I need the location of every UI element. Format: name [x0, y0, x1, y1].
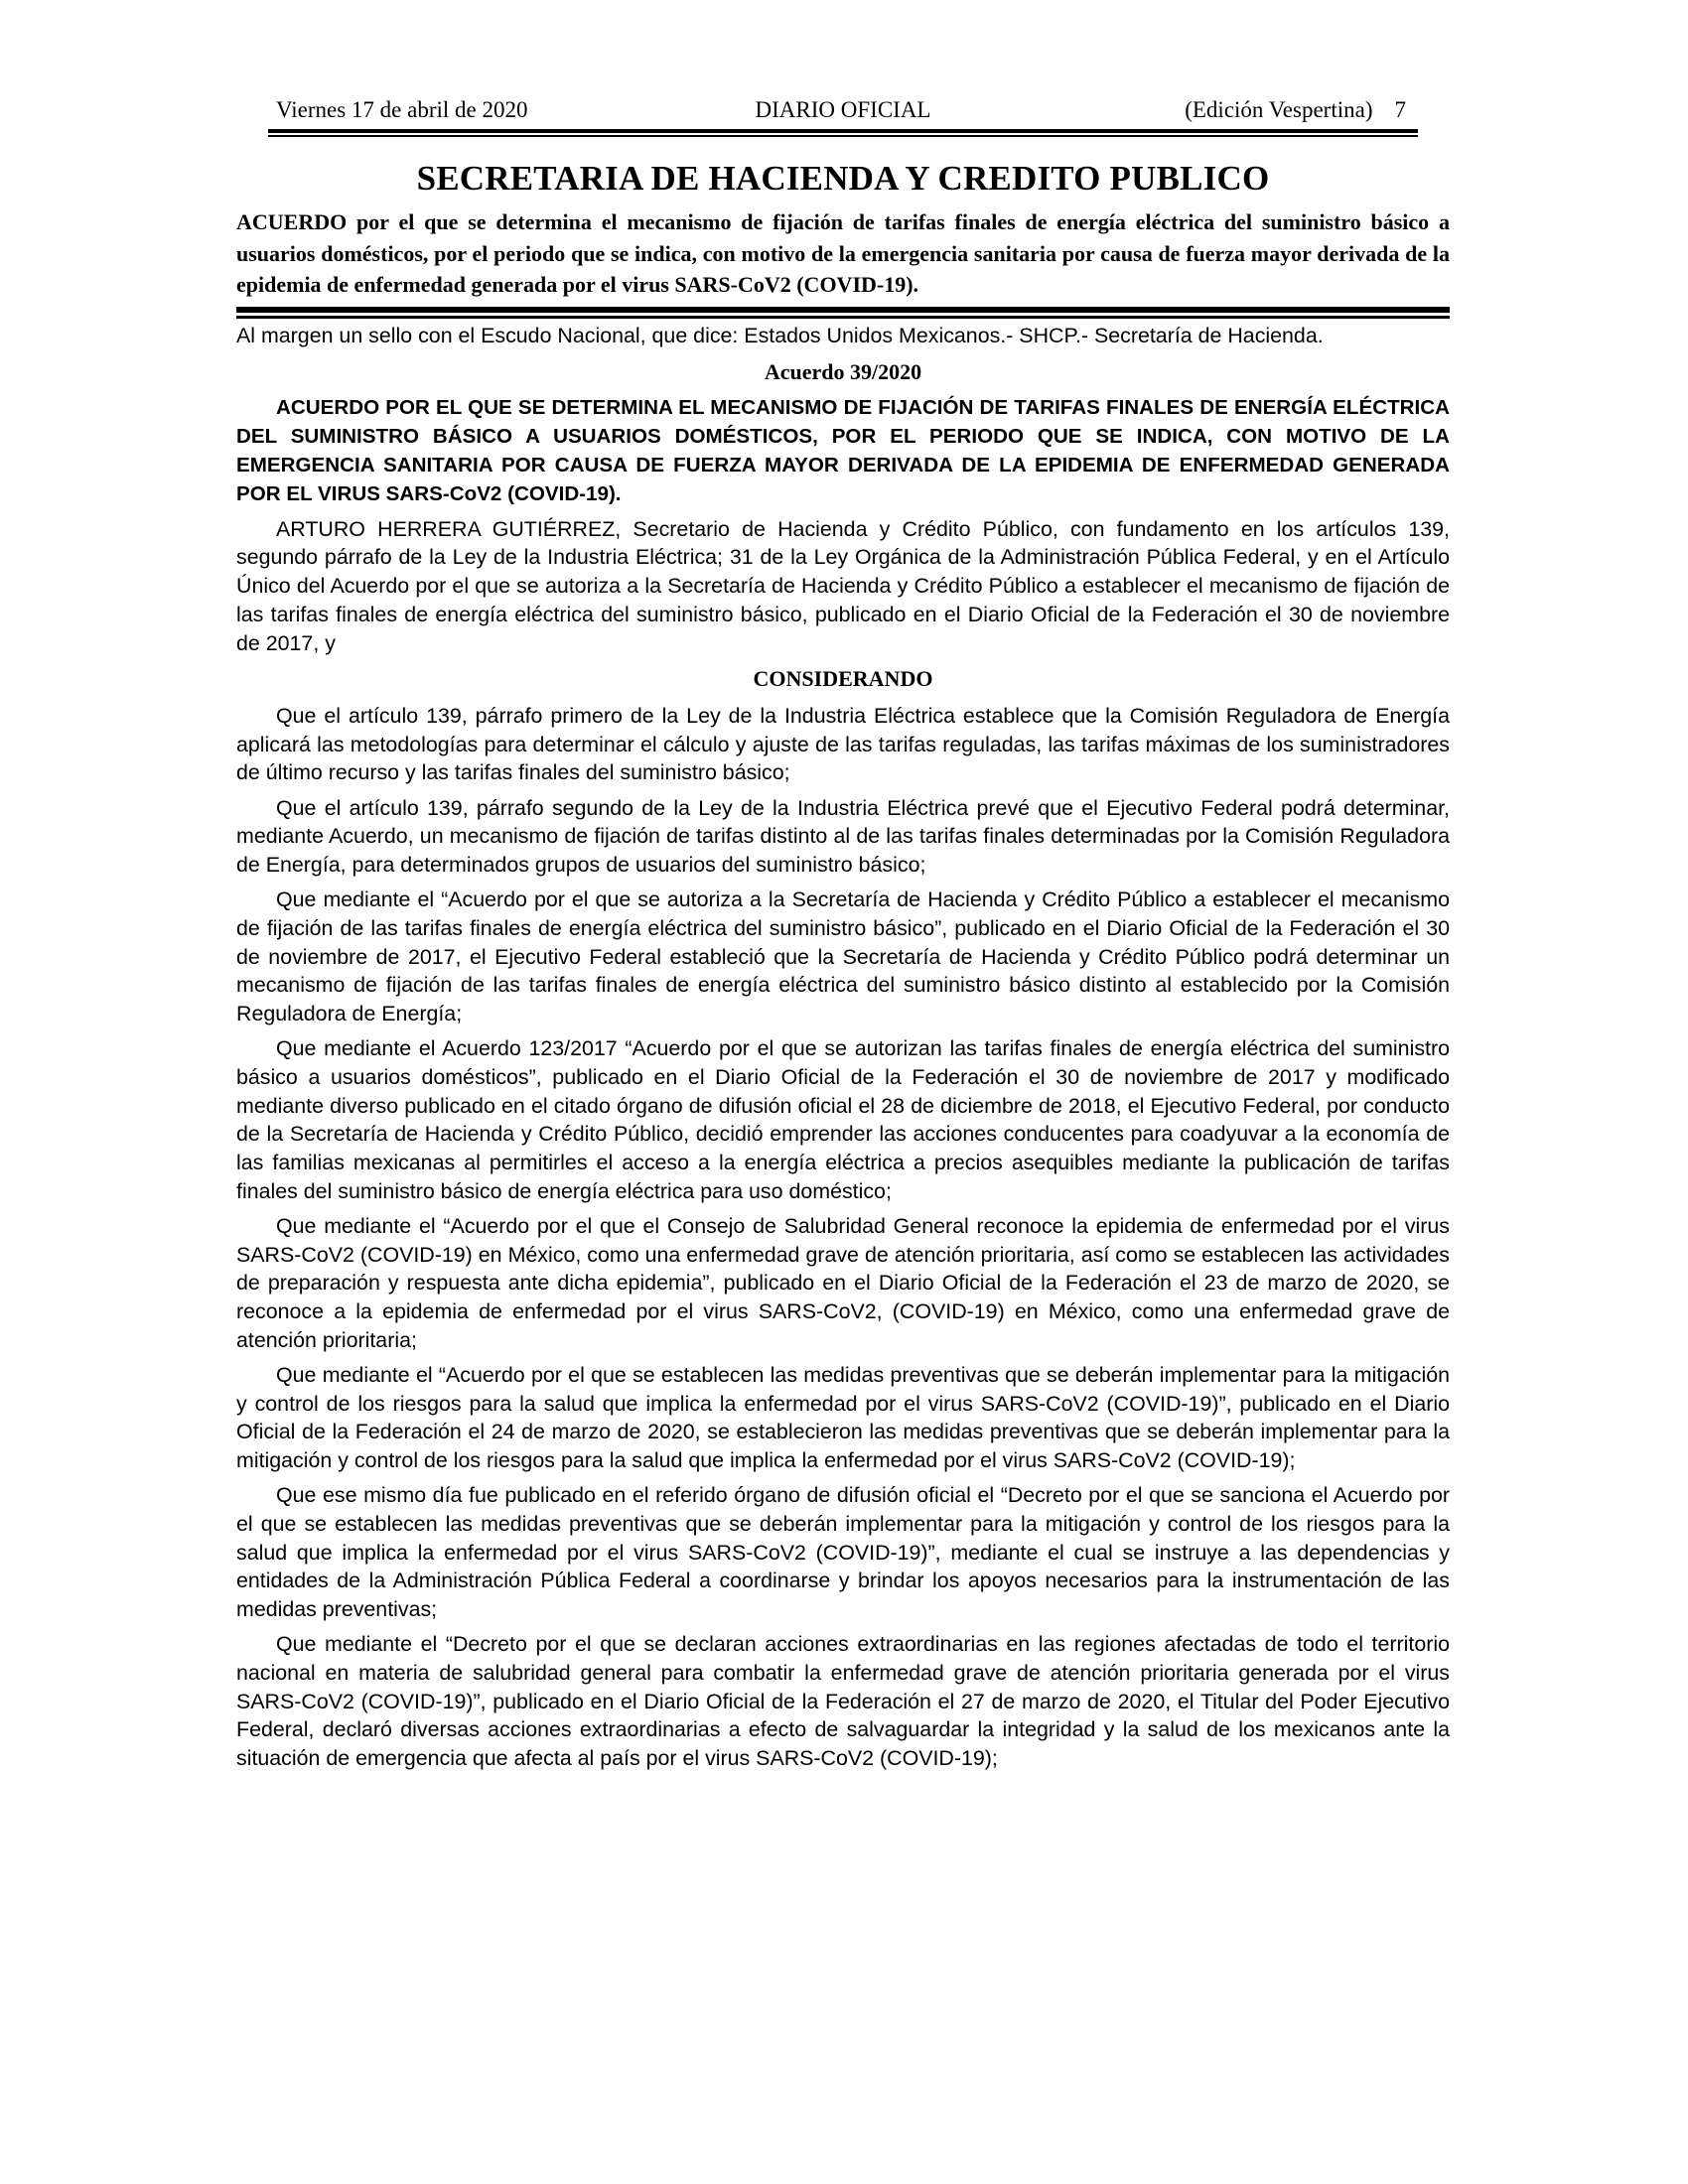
considerando-paragraph: Que mediante el “Acuerdo por el que se establecen las medidas preventivas que se deberán implementar para la mitigación y control de los riesgos para la salud que implica la enfermedad por el virus SARS-CoV2 (COVID-19)”, publicado en el Diario Oficial de la Federación el 24 de marzo de 2020, se establecieron las medidas preventivas que se deberán implementar para la mitigación y control de los riesgos para la salud que implica la enfermedad por el virus SARS-CoV2 (COVID-19); — [236, 1362, 1450, 1473]
document-body — [236, 322, 1450, 1779]
department-title: SECRETARIA DE HACIENDA Y CREDITO PUBLICO — [416, 159, 1270, 198]
header-publication: DIARIO OFICIAL — [755, 97, 931, 122]
preamble: ARTURO HERRERA GUTIÉRREZ, Secretario de Hacienda y Crédito Público, con fundamento en los artículos 139, segundo párrafo de la Ley de la Industria Eléctrica; 31 de la Ley Orgánica de la Administración Pública Federal, y en el Artículo Único del Acuerdo por el que se autoriza a la Secretaría de Hacienda y Crédito Público a establecer el mecanismo de fijación de las tarifas finales de energía eléctrica del suministro básico, publicado en el Diario Oficial de la Federación el 30 de noviembre de 2017, y — [236, 516, 1450, 655]
considerando-paragraph: Que mediante el “Acuerdo por el que el Consejo de Salubridad General reconoce la epidemia de enfermedad por el virus SARS-CoV2 (COVID-19) en México, como una enfermedad grave de atención prioritaria, así como se establecen las actividades de preparación y respuesta ante dicha epidemia”, publicado en el Diario Oficial de la Federación el 23 de marzo de 2020, se reconoce a la epidemia de enfermedad por el virus SARS-CoV2, (COVID-19) en México, como una enfermedad grave de atención prioritaria; — [236, 1213, 1450, 1352]
seal-note: Al margen un sello con el Escudo Nacional, que dice: Estados Unidos Mexicanos.- SHCP.- Secretaría de Hacienda. — [236, 324, 1324, 347]
page-number: 7 — [1394, 97, 1406, 122]
considerando-paragraph: Que el artículo 139, párrafo primero de la Ley de la Industria Eléctrica establece que la Comisión Reguladora de Energía aplicará las metodologías para determinar el cálculo y ajuste de las tarifas reguladas, las tarifas máximas de los suministradores de último recurso y las tarifas finales del suministro básico; — [236, 703, 1450, 785]
running-header — [268, 95, 1418, 125]
agreement-number: Acuerdo 39/2020 — [764, 358, 922, 384]
considerando-paragraph: Que mediante el “Acuerdo por el que se autoriza a la Secretaría de Hacienda y Crédito Público a establecer el mecanismo de fijación de las tarifas finales de energía eléctrica del suministro básico”, publicado en el Diario Oficial de la Federación el 30 de noviembre de 2017, el Ejecutivo Federal estableció que la Secretaría de Hacienda y Crédito Público podrá determinar un mecanismo de fijación de las tarifas finales de energía eléctrica del suministro básico distinto al establecido por la Comisión Reguladora de Energía; — [236, 887, 1450, 1025]
considerando-paragraph: Que mediante el “Decreto por el que se declaran acciones extraordinarias en las regiones afectadas de todo el territorio nacional en materia de salubridad general para combatir la enfermedad grave de atención prioritaria generada por el virus SARS-CoV2 (COVID-19)”, publicado en el Diario Oficial de la Federación el 27 de marzo de 2020, el Titular del Poder Ejecutivo Federal, declaró diversas acciones extraordinarias a efecto de salvaguardar la integridad y la salud de los mexicanos ante la situación de emergencia que afecta al país por el virus SARS-CoV2 (COVID-19); — [236, 1632, 1450, 1771]
considerando-paragraph: Que ese mismo día fue publicado en el referido órgano de difusión oficial el “Decreto por el que se sanciona el Acuerdo por el que se establecen las medidas preventivas que se deberán implementar para la mitigación y control de los riesgos para la salud que implica la enfermedad por el virus SARS-CoV2 (COVID-19)”, mediante el cual se instruye a las dependencias y entidades de la Administración Pública Federal a coordinarse y brindar los apoyos necesarios para la instrumentación de las medidas preventivas; — [236, 1483, 1450, 1622]
header-rule — [268, 129, 1418, 137]
header-edition-block — [1185, 95, 1406, 125]
summary-heading: ACUERDO por el que se determina el mecanismo de fijación de tarifas finales de energía eléctrica del suministro básico a usuarios domésticos, por el periodo que se indica, con motivo de la emergencia sanitaria por causa de fuerza mayor derivada de la epidemia de enfermedad generada por el virus SARS-CoV2 (COVID-19). — [236, 209, 1450, 297]
considerando-paragraph: Que el artículo 139, párrafo segundo de la Ley de la Industria Eléctrica prevé que el Ejecutivo Federal podrá determinar, mediante Acuerdo, un mecanismo de fijación de tarifas distinto al de las tarifas finales determinadas por la Comisión Reguladora de Energía, para determinados grupos de usuarios del suministro básico; — [236, 795, 1450, 877]
considerando-heading: CONSIDERANDO — [753, 666, 933, 692]
considerando-paragraph: Que mediante el Acuerdo 123/2017 “Acuerdo por el que se autorizan las tarifas finales de energía eléctrica del suministro básico a usuarios domésticos”, publicado en el Diario Oficial de la Federación el 30 de noviembre de 2017 y modificado mediante diverso publicado en el citado órgano de difusión oficial el 28 de diciembre de 2018, el Ejecutivo Federal, por conducto de la Secretaría de Hacienda y Crédito Público, decidió emprender las acciones conducentes para coadyuvar a la economía de las familias mexicanas al permitirles el acceso a la energía eléctrica a precios asequibles mediante la publicación de tarifas finales del suministro básico de energía eléctrica para uso doméstico; — [236, 1036, 1450, 1203]
agreement-title: ACUERDO POR EL QUE SE DETERMINA EL MECANISMO DE FIJACIÓN DE TARIFAS FINALES DE ENERGÍA ELÉCTRICA DEL SUMINISTRO BÁSICO A USUARIOS DOMÉSTICOS, POR EL PERIODO QUE SE INDICA, CON MOTIVO DE LA EMERGENCIA SANITARIA POR CAUSA DE FUERZA MAYOR DERIVADA DE LA EPIDEMIA DE ENFERMEDAD GENERADA POR EL VIRUS SARS-CoV2 (COVID-19). — [236, 396, 1450, 505]
header-date: Viernes 17 de abril de 2020 — [276, 97, 528, 122]
summary-rule — [236, 307, 1450, 319]
header-edition: (Edición Vespertina) — [1185, 97, 1373, 122]
